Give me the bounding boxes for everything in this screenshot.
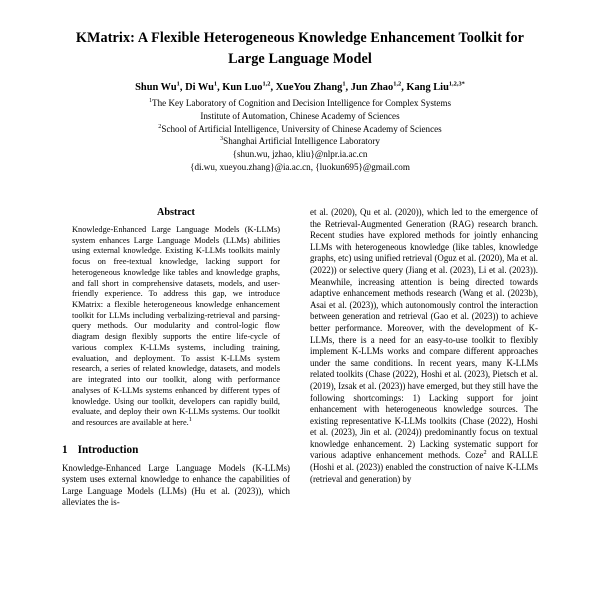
title-line-1: KMatrix: A Flexible Heterogeneous Knowledge Enhancement Toolkit for — [75, 30, 525, 46]
affiliation-line: $^2$School of Artificial Intelligence, University of Chinese Academy of Sciences — [158, 122, 442, 134]
left-column — [62, 207, 290, 509]
right-column-text — [310, 207, 538, 485]
email-line: {di.wu, xueyou.zhang}@ia.ac.cn, {luokun695}@gmail.com — [190, 162, 410, 173]
abstract-heading: Abstract — [157, 207, 195, 218]
author-affiliation-marker: 1,2,3* — [448, 80, 465, 88]
abstract-footnote-marker: 1 — [188, 416, 192, 424]
abstract-section — [62, 207, 290, 429]
introduction-text: Knowledge-Enhanced Large Language Models (K-LLMs) system uses external knowledge to enhance the capabilities of Large Language Models (LLMs) (Hu et al. (2023)), which alleviates the is- — [62, 462, 290, 508]
author-name: Di Wu — [185, 82, 214, 94]
email-line: {shun.wu, jzhao, kliu}@nlpr.ia.ac.cn — [232, 149, 368, 160]
affiliation-marker: 2 — [158, 122, 162, 130]
coze-footnote-marker: 2 — [483, 449, 487, 457]
abstract-body-text: Knowledge-Enhanced Large Language Models (K-LLMs) system enhances Large Language Models (LLMs) abilities using external knowledge. Existing K-LLMs toolkits mainly focus on free-textual knowledge, lacking support for heterogeneous knowledge like tables and knowledge graphs, and fall short in comprehensive datasets, models, and user-friendly experience. To address this gap, we introduce KMatrix: a flexible heterogeneous knowledge enhancement toolkit for LLMs including verbalizing-retrieval and parsing-query methods. Our modularity and control-logic flow diagram design flexibly supports the entire life-cycle of various complex K-LLMs systems, including training, evaluation, and deployment. To assist K-LLMs system research, a series of related knowledge, datasets, and models are integrated into our toolkit, along with performance analyses of K-LLMs systems enhanced by different types of knowledge. Using our toolkit, developers can rapidly build, evaluate, and deploy their own K-LLMs systems. Our toolkit and resources are available at here. — [72, 225, 280, 427]
affiliation-list — [62, 97, 538, 149]
affiliation-line: $^1$The Key Laboratory of Cognition and Decision Intelligence for Complex Systems — [148, 96, 452, 108]
section-heading-introduction — [62, 444, 290, 456]
author-affiliation-marker: 1,2 — [262, 80, 271, 88]
section-title: Introduction — [77, 443, 139, 456]
two-column-body — [0, 207, 600, 509]
author-name: Kun Luo — [222, 82, 263, 94]
affiliation-marker: 3 — [220, 135, 224, 143]
page-title — [62, 28, 538, 69]
affiliation-marker: 1 — [148, 96, 153, 104]
author-list: Shun Wu$^1$, Di Wu$^1$, Kun Luo$^{1,2}$, XueYou Zhang$^1$, Jun Zhao$^{1,2}$, Kang Liu$^{1,2,3*}$ — [135, 80, 465, 94]
right-column-text-part-2: and RALLE (Hoshi et al. (2023)) enabled the construction of naive K-LLMs (retrieval and generation) by — [310, 450, 538, 484]
author-affiliation-marker: 1 — [176, 80, 180, 88]
affiliation-line: $^3$Shanghai Artificial Intelligence Laboratory — [220, 135, 380, 147]
author-affiliation-marker: 1,2 — [393, 80, 402, 88]
abstract-text — [72, 225, 280, 429]
author-name: Kang Liu — [406, 82, 449, 94]
title-line-2: Large Language Model — [228, 50, 372, 67]
author-name: XueYou Zhang — [275, 82, 343, 94]
affiliation-line: Institute of Automation, Chinese Academy of Sciences — [200, 110, 400, 121]
author-name: Shun Wu — [135, 82, 177, 94]
section-number: 1 — [62, 443, 68, 456]
author-affiliation-marker: 1 — [213, 80, 218, 88]
title-block — [0, 0, 600, 174]
right-column — [310, 207, 538, 509]
email-list — [62, 148, 538, 174]
author-name: Jun Zhao — [350, 82, 394, 94]
author-affiliation-marker: 1 — [342, 80, 346, 88]
right-column-text-part-1: et al. (2020), Qu et al. (2020)), which led to the emergence of the Retrieval-Augmented Generation (RAG) research branch. Recent studies have explored methods for jointly enhancing LLMs with heterogeneous knowledge (like tables, knowledge graphs, etc) using unified retrieval (Oguz et al. (2020), Ma et al. (2022)) or selective query (Jiang et al. (2023), Li et al. (2023)). Meanwhile, increasing attention is being directed towards adaptive enhancement methods research (Wang et al. (2023b), Asai et al. (2023)), which autonomously control the interaction between generation and retrieval (Gao et al. (2023)) to achieve better performance. Moreover, with the development of K-LLMs, there is a need for an easy-to-use toolkit to flexibly implement K-LLMs works and compare different approaches under the same conditions. In recent years, many K-LLMs related toolkits (Chase (2022), Hoshi et al. (2023), Pietsch et al. (2019), Izsak et al. (2023)) have emerged, but they still have the following shortcomings: 1) Lacking support for joint enhancement with heterogeneous knowledge sources. The existing representative K-LLMs toolkits (Chase (2022), Hoshi et al. (2023), Jin et al. (2024)) predominantly focus on textual knowledge enhancement. 2) Lacking systematic support for various adaptive enhancement methods. Coze — [310, 207, 538, 461]
